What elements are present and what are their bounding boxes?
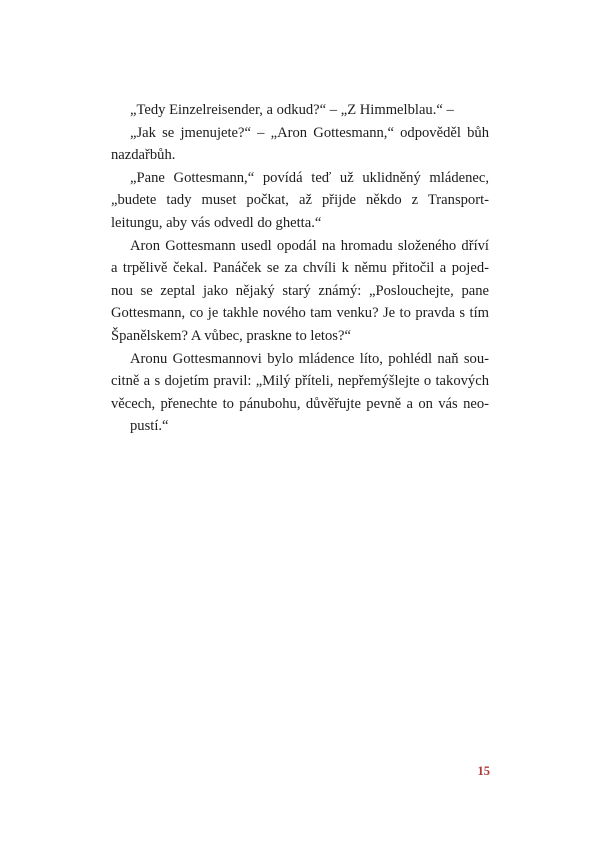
- text-line: leitungu, aby vás odvedl do ghetta.“: [111, 214, 322, 231]
- text-line: a trpělivě čekal. Panáček se za chvíli k němu přitočil a pojed-: [111, 260, 489, 277]
- body-text: [111, 99, 489, 438]
- text-line: „budete tady muset počkat, až přijde někdo z Transport-: [111, 192, 489, 209]
- text-line: Španělskem? A vůbec, praskne to letos?“: [111, 327, 351, 344]
- text-line: citně a s dojetím pravil: „Milý příteli, nepřemýšlejte o takových: [111, 373, 489, 390]
- text-line: „Pane Gottesmann,“ povídá teď už uklidněný mládenec,: [130, 169, 489, 186]
- text-line: „Jak se jmenujete?“ – „Aron Gottesmann,“ odpověděl bůh: [130, 124, 489, 141]
- text-line: pustí.“: [130, 418, 169, 435]
- text-line: Aronu Gottesmannovi bylo mládence líto, pohlédl naň sou-: [130, 350, 489, 367]
- text-line: nou se zeptal jako nějaký starý známý: „Poslouchejte, pane: [111, 282, 489, 299]
- text-line: věcech, přenechte to pánubohu, důvěřujte pevně a on vás neo-: [111, 395, 489, 412]
- text-line: „Tedy Einzelreisender, a odkud?“ – „Z Himmelblau.“ –: [130, 102, 454, 118]
- text-line: Gottesmann, co je takhle nového tam venku? Je to pravda s tím: [111, 305, 489, 322]
- text-line: nazdařbůh.: [111, 147, 176, 164]
- page-number: 15: [477, 764, 490, 778]
- text-line: Aron Gottesmann usedl opodál na hromadu složeného dříví: [130, 237, 489, 254]
